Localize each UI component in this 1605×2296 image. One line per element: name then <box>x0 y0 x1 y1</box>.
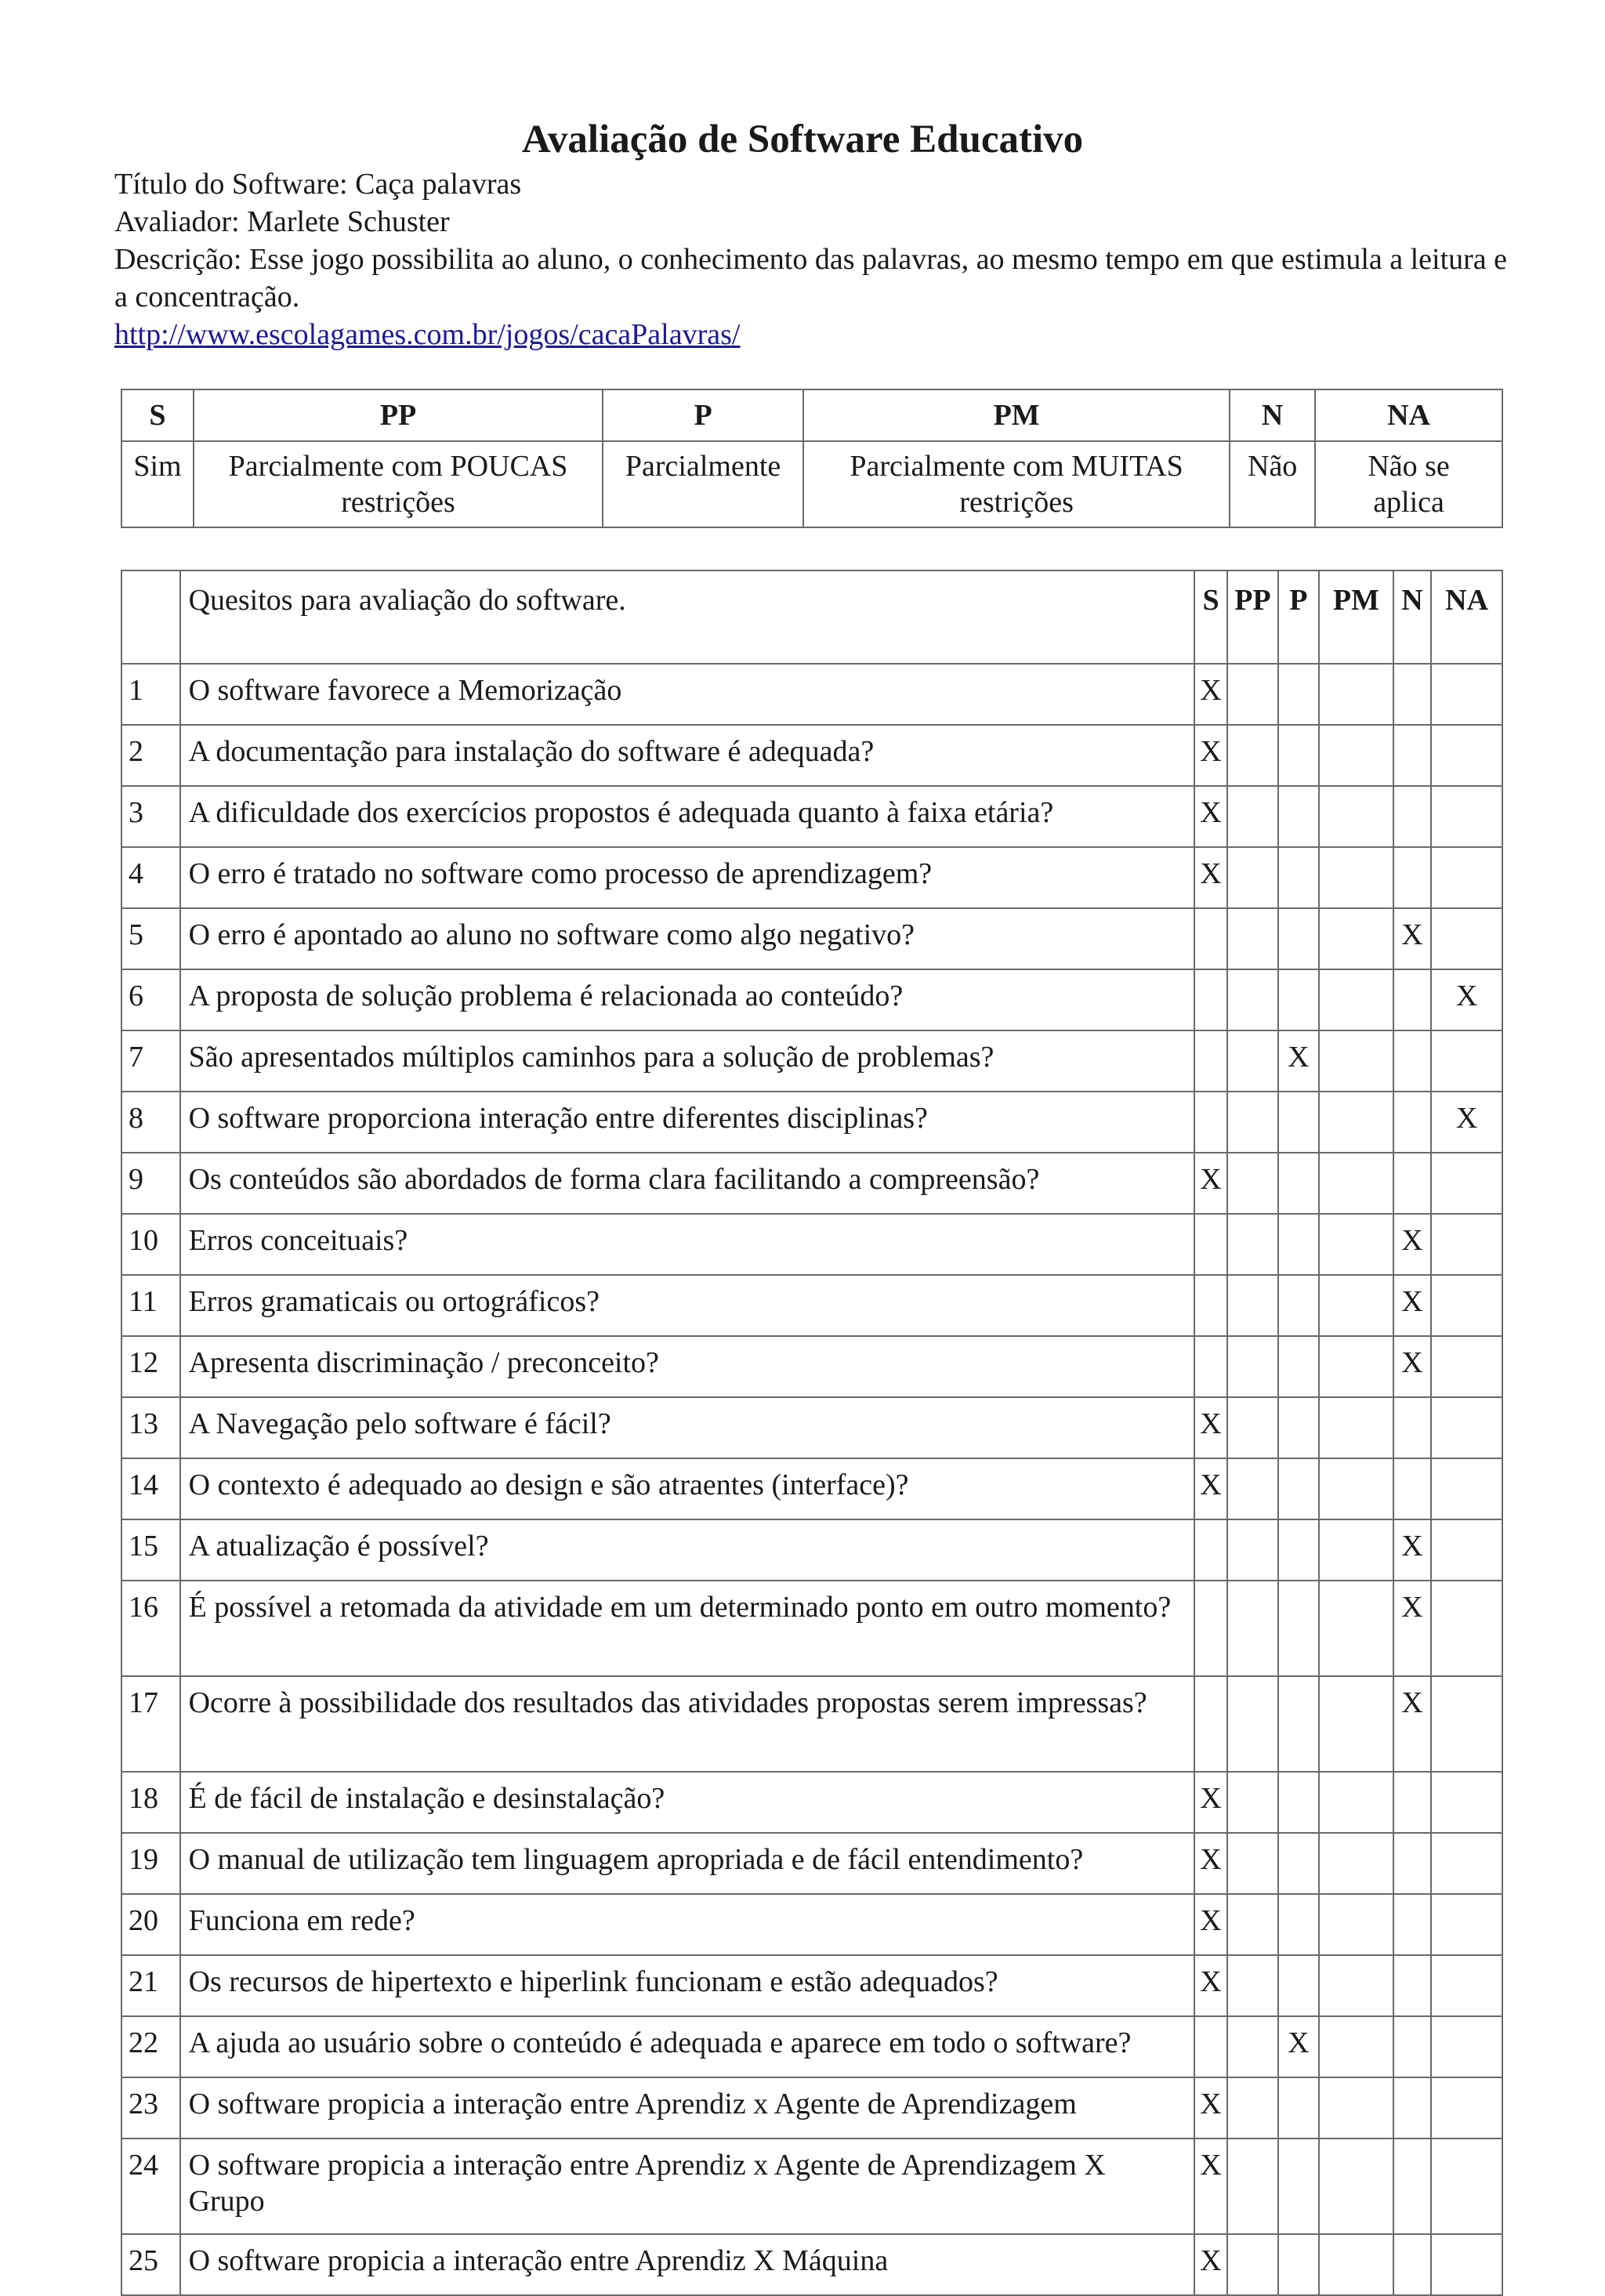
rating-header-pm: PM <box>1319 570 1393 664</box>
rating-cell-s: X <box>1194 1397 1227 1458</box>
rating-cell-pm <box>1319 1676 1393 1772</box>
rating-cell-pm <box>1319 1894 1393 1955</box>
rating-cell-pm <box>1319 1833 1393 1894</box>
criteria-question: A Navegação pelo software é fácil? <box>180 1397 1194 1458</box>
rating-cell-s: X <box>1194 1772 1227 1833</box>
rating-cell-pp <box>1227 1894 1278 1955</box>
document-meta <box>114 165 1509 353</box>
rating-cell-n <box>1393 969 1431 1030</box>
criteria-row <box>121 1275 1502 1336</box>
rating-cell-s: X <box>1194 664 1227 725</box>
criteria-number: 15 <box>121 1519 180 1581</box>
rating-cell-p <box>1278 1955 1319 2016</box>
criteria-question: A proposta de solução problema é relacionada ao conteúdo? <box>180 969 1194 1030</box>
rating-cell-pm <box>1319 664 1393 725</box>
rating-cell-pm <box>1319 2077 1393 2138</box>
rating-header-s: S <box>1194 570 1227 664</box>
rating-cell-na <box>1431 1275 1502 1336</box>
rating-cell-pm <box>1319 1772 1393 1833</box>
criteria-question: O software propicia a interação entre Aprendiz x Agente de Aprendizagem X Grupo <box>180 2138 1194 2234</box>
rating-cell-p <box>1278 1772 1319 1833</box>
rating-cell-p <box>1278 1397 1319 1458</box>
criteria-question: É de fácil de instalação e desinstalação? <box>180 1772 1194 1833</box>
legend-meaning: Não <box>1230 441 1315 527</box>
rating-cell-pm <box>1319 2016 1393 2077</box>
rating-cell-na <box>1431 1581 1502 1676</box>
rating-header-n: N <box>1393 570 1431 664</box>
rating-cell-s <box>1194 1275 1227 1336</box>
criteria-question: O contexto é adequado ao design e são atraentes (interface)? <box>180 1458 1194 1519</box>
rating-cell-na <box>1431 847 1502 908</box>
criteria-number: 4 <box>121 847 180 908</box>
rating-cell-pp <box>1227 2016 1278 2077</box>
criteria-number: 23 <box>121 2077 180 2138</box>
legend-meaning: Sim <box>121 441 194 527</box>
criteria-row <box>121 1955 1502 2016</box>
rating-cell-pm <box>1319 1397 1393 1458</box>
software-title: Título do Software: Caça palavras <box>114 168 522 201</box>
rating-cell-n: X <box>1393 1676 1431 1772</box>
criteria-question: O software propicia a interação entre Aprendiz x Agente de Aprendizagem <box>180 2077 1194 2138</box>
legend-code: P <box>603 389 803 441</box>
rating-cell-p <box>1278 1676 1319 1772</box>
rating-cell-p <box>1278 1833 1319 1894</box>
rating-cell-p <box>1278 1092 1319 1153</box>
rating-cell-pp <box>1227 1336 1278 1397</box>
criteria-row <box>121 1214 1502 1275</box>
rating-cell-n <box>1393 1153 1431 1214</box>
criteria-row <box>121 847 1502 908</box>
rating-cell-na <box>1431 2077 1502 2138</box>
legend-meanings-row <box>121 441 1502 527</box>
criteria-row <box>121 664 1502 725</box>
rating-cell-n <box>1393 2077 1431 2138</box>
rating-cell-p <box>1278 1153 1319 1214</box>
criteria-header-row <box>121 570 1502 664</box>
rating-cell-pm <box>1319 1581 1393 1676</box>
rating-cell-na <box>1431 1030 1502 1092</box>
rating-cell-n <box>1393 847 1431 908</box>
rating-cell-pm <box>1319 2234 1393 2295</box>
rating-cell-s: X <box>1194 1458 1227 1519</box>
rating-cell-n: X <box>1393 1214 1431 1275</box>
rating-cell-s <box>1194 1581 1227 1676</box>
rating-cell-na <box>1431 2138 1502 2234</box>
rating-cell-pm <box>1319 1092 1393 1153</box>
criteria-question: Erros conceituais? <box>180 1214 1194 1275</box>
rating-cell-p <box>1278 2234 1319 2295</box>
rating-header-na: NA <box>1431 570 1502 664</box>
criteria-number: 16 <box>121 1581 180 1676</box>
criteria-question: Funciona em rede? <box>180 1894 1194 1955</box>
rating-cell-s <box>1194 1030 1227 1092</box>
rating-cell-na <box>1431 1336 1502 1397</box>
rating-header-p: P <box>1278 570 1319 664</box>
rating-cell-pm <box>1319 969 1393 1030</box>
rating-cell-p <box>1278 1519 1319 1581</box>
rating-cell-p <box>1278 1581 1319 1676</box>
rating-cell-pp <box>1227 969 1278 1030</box>
criteria-number: 9 <box>121 1153 180 1214</box>
criteria-row <box>121 1397 1502 1458</box>
rating-cell-p <box>1278 847 1319 908</box>
rating-cell-p: X <box>1278 2016 1319 2077</box>
rating-cell-pm <box>1319 1030 1393 1092</box>
criteria-row <box>121 1676 1502 1772</box>
rating-cell-p <box>1278 2138 1319 2234</box>
rating-cell-pm <box>1319 1519 1393 1581</box>
criteria-row <box>121 1772 1502 1833</box>
rating-cell-p <box>1278 2077 1319 2138</box>
legend-meaning: Parcialmente <box>603 441 803 527</box>
rating-cell-s <box>1194 908 1227 969</box>
criteria-number: 5 <box>121 908 180 969</box>
criteria-number: 18 <box>121 1772 180 1833</box>
rating-cell-n <box>1393 2234 1431 2295</box>
criteria-row <box>121 1336 1502 1397</box>
rating-cell-pm <box>1319 725 1393 786</box>
rating-cell-na <box>1431 725 1502 786</box>
rating-cell-n <box>1393 2016 1431 2077</box>
criteria-header-num <box>121 570 180 664</box>
rating-cell-n <box>1393 1894 1431 1955</box>
rating-cell-n <box>1393 1772 1431 1833</box>
rating-cell-s <box>1194 969 1227 1030</box>
description: Descrição: Esse jogo possibilita ao aluno, o conhecimento das palavras, ao mesmo tempo em que estimula a leitura e a concentração. <box>114 243 1508 313</box>
criteria-number: 7 <box>121 1030 180 1092</box>
criteria-number: 24 <box>121 2138 180 2234</box>
rating-cell-n <box>1393 664 1431 725</box>
criteria-row <box>121 969 1502 1030</box>
rating-cell-na <box>1431 908 1502 969</box>
criteria-number: 14 <box>121 1458 180 1519</box>
rating-cell-pm <box>1319 1458 1393 1519</box>
rating-cell-p <box>1278 1336 1319 1397</box>
criteria-row <box>121 786 1502 847</box>
rating-cell-s <box>1194 1214 1227 1275</box>
rating-cell-n <box>1393 725 1431 786</box>
rating-cell-n: X <box>1393 1519 1431 1581</box>
rating-cell-s: X <box>1194 1894 1227 1955</box>
rating-cell-na <box>1431 2016 1502 2077</box>
rating-cell-pp <box>1227 1955 1278 2016</box>
rating-cell-n <box>1393 1458 1431 1519</box>
rating-cell-pm <box>1319 908 1393 969</box>
rating-cell-pp <box>1227 1214 1278 1275</box>
criteria-table <box>121 570 1503 2296</box>
criteria-question: Apresenta discriminação / preconceito? <box>180 1336 1194 1397</box>
evaluator: Avaliador: Marlete Schuster <box>114 205 450 238</box>
criteria-row <box>121 1092 1502 1153</box>
criteria-number: 3 <box>121 786 180 847</box>
rating-cell-pm <box>1319 1214 1393 1275</box>
rating-cell-s <box>1194 1676 1227 1772</box>
criteria-number: 21 <box>121 1955 180 2016</box>
rating-cell-n: X <box>1393 1581 1431 1676</box>
rating-cell-pm <box>1319 786 1393 847</box>
criteria-number: 12 <box>121 1336 180 1397</box>
rating-cell-pp <box>1227 1833 1278 1894</box>
criteria-number: 6 <box>121 969 180 1030</box>
rating-cell-s: X <box>1194 725 1227 786</box>
rating-cell-p <box>1278 1458 1319 1519</box>
rating-cell-s: X <box>1194 2138 1227 2234</box>
rating-cell-pp <box>1227 725 1278 786</box>
rating-cell-n <box>1393 1955 1431 2016</box>
criteria-question: O manual de utilização tem linguagem apropriada e de fácil entendimento? <box>180 1833 1194 1894</box>
rating-cell-pm <box>1319 847 1393 908</box>
criteria-row <box>121 1030 1502 1092</box>
rating-cell-p <box>1278 1894 1319 1955</box>
rating-header-pp: PP <box>1227 570 1278 664</box>
rating-cell-pp <box>1227 1772 1278 1833</box>
criteria-row <box>121 1833 1502 1894</box>
software-link[interactable]: http://www.escolagames.com.br/jogos/cacaPalavras/ <box>114 318 741 351</box>
rating-cell-pp <box>1227 1581 1278 1676</box>
criteria-question: São apresentados múltiplos caminhos para a solução de problemas? <box>180 1030 1194 1092</box>
rating-cell-pp <box>1227 2077 1278 2138</box>
rating-cell-p <box>1278 1275 1319 1336</box>
rating-cell-pp <box>1227 664 1278 725</box>
rating-cell-pp <box>1227 1519 1278 1581</box>
rating-cell-p <box>1278 786 1319 847</box>
criteria-row <box>121 1458 1502 1519</box>
criteria-number: 10 <box>121 1214 180 1275</box>
rating-cell-pp <box>1227 1676 1278 1772</box>
criteria-row <box>121 2016 1502 2077</box>
legend-code: N <box>1230 389 1315 441</box>
rating-cell-na <box>1431 1519 1502 1581</box>
criteria-question: A atualização é possível? <box>180 1519 1194 1581</box>
rating-cell-s <box>1194 1519 1227 1581</box>
rating-cell-pp <box>1227 2234 1278 2295</box>
rating-cell-s <box>1194 1092 1227 1153</box>
rating-cell-p <box>1278 725 1319 786</box>
rating-cell-n <box>1393 1833 1431 1894</box>
criteria-number: 11 <box>121 1275 180 1336</box>
rating-cell-p <box>1278 1214 1319 1275</box>
rating-cell-n: X <box>1393 1336 1431 1397</box>
rating-cell-n <box>1393 1030 1431 1092</box>
criteria-row <box>121 1894 1502 1955</box>
legend-codes-row <box>121 389 1502 441</box>
rating-cell-na <box>1431 1772 1502 1833</box>
criteria-number: 20 <box>121 1894 180 1955</box>
criteria-question: A ajuda ao usuário sobre o conteúdo é adequada e aparece em todo o software? <box>180 2016 1194 2077</box>
criteria-number: 8 <box>121 1092 180 1153</box>
rating-cell-na <box>1431 1894 1502 1955</box>
criteria-question: Ocorre à possibilidade dos resultados das atividades propostas serem impressas? <box>180 1676 1194 1772</box>
criteria-question: O erro é apontado ao aluno no software como algo negativo? <box>180 908 1194 969</box>
rating-cell-n: X <box>1393 1275 1431 1336</box>
rating-cell-s: X <box>1194 2077 1227 2138</box>
criteria-question: É possível a retomada da atividade em um determinado ponto em outro momento? <box>180 1581 1194 1676</box>
rating-cell-n <box>1393 1397 1431 1458</box>
criteria-question: A documentação para instalação do software é adequada? <box>180 725 1194 786</box>
rating-cell-pp <box>1227 1397 1278 1458</box>
rating-cell-p <box>1278 664 1319 725</box>
rating-cell-p: X <box>1278 1030 1319 1092</box>
criteria-number: 25 <box>121 2234 180 2295</box>
criteria-row <box>121 1153 1502 1214</box>
rating-cell-s <box>1194 1336 1227 1397</box>
criteria-number: 13 <box>121 1397 180 1458</box>
rating-cell-pm <box>1319 1153 1393 1214</box>
document-title: Avaliação de Software Educativo <box>521 118 1084 161</box>
rating-cell-pp <box>1227 1275 1278 1336</box>
rating-cell-p <box>1278 908 1319 969</box>
legend-code: NA <box>1315 389 1502 441</box>
rating-cell-pp <box>1227 847 1278 908</box>
rating-cell-na <box>1431 1153 1502 1214</box>
rating-cell-s: X <box>1194 1955 1227 2016</box>
rating-cell-na <box>1431 1458 1502 1519</box>
rating-cell-s: X <box>1194 847 1227 908</box>
criteria-row <box>121 2077 1502 2138</box>
rating-cell-pp <box>1227 908 1278 969</box>
rating-cell-pp <box>1227 1092 1278 1153</box>
rating-cell-n <box>1393 786 1431 847</box>
rating-cell-na <box>1431 1676 1502 1772</box>
rating-cell-s: X <box>1194 2234 1227 2295</box>
criteria-question: Erros gramaticais ou ortográficos? <box>180 1275 1194 1336</box>
rating-cell-na <box>1431 786 1502 847</box>
criteria-header-title: Quesitos para avaliação do software. <box>180 570 1194 664</box>
rating-cell-pm <box>1319 1955 1393 2016</box>
rating-cell-s: X <box>1194 1153 1227 1214</box>
rating-cell-na <box>1431 1397 1502 1458</box>
rating-cell-na <box>1431 664 1502 725</box>
criteria-question: O software proporciona interação entre diferentes disciplinas? <box>180 1092 1194 1153</box>
criteria-number: 1 <box>121 664 180 725</box>
criteria-question: O software favorece a Memorização <box>180 664 1194 725</box>
criteria-number: 17 <box>121 1676 180 1772</box>
rating-cell-na <box>1431 2234 1502 2295</box>
legend-meaning: Parcialmente com POUCAS restrições <box>194 441 603 527</box>
criteria-row <box>121 1581 1502 1676</box>
rating-cell-p <box>1278 969 1319 1030</box>
rating-cell-pm <box>1319 1275 1393 1336</box>
legend-code: PP <box>194 389 603 441</box>
rating-cell-s <box>1194 2016 1227 2077</box>
rating-cell-na <box>1431 1833 1502 1894</box>
legend-code: S <box>121 389 194 441</box>
rating-cell-na <box>1431 1955 1502 2016</box>
criteria-number: 22 <box>121 2016 180 2077</box>
criteria-row <box>121 908 1502 969</box>
legend-meaning: Parcialmente com MUITAS restrições <box>803 441 1230 527</box>
criteria-row <box>121 1519 1502 1581</box>
rating-cell-pp <box>1227 2138 1278 2234</box>
rating-cell-pm <box>1319 2138 1393 2234</box>
rating-cell-s: X <box>1194 786 1227 847</box>
criteria-question: Os conteúdos são abordados de forma clara facilitando a compreensão? <box>180 1153 1194 1214</box>
rating-cell-n <box>1393 2138 1431 2234</box>
criteria-row <box>121 2234 1502 2295</box>
legend-table <box>121 389 1503 528</box>
rating-cell-na: X <box>1431 969 1502 1030</box>
legend-code: PM <box>803 389 1230 441</box>
criteria-question: O software propicia a interação entre Aprendiz X Máquina <box>180 2234 1194 2295</box>
criteria-question: Os recursos de hipertexto e hiperlink funcionam e estão adequados? <box>180 1955 1194 2016</box>
rating-cell-pp <box>1227 1030 1278 1092</box>
criteria-row <box>121 2138 1502 2234</box>
rating-cell-pp <box>1227 786 1278 847</box>
legend-meaning: Não se aplica <box>1315 441 1502 527</box>
criteria-number: 19 <box>121 1833 180 1894</box>
rating-cell-na: X <box>1431 1092 1502 1153</box>
rating-cell-pp <box>1227 1153 1278 1214</box>
rating-cell-n: X <box>1393 908 1431 969</box>
rating-cell-pm <box>1319 1336 1393 1397</box>
rating-cell-na <box>1431 1214 1502 1275</box>
criteria-question: O erro é tratado no software como processo de aprendizagem? <box>180 847 1194 908</box>
rating-cell-s: X <box>1194 1833 1227 1894</box>
criteria-number: 2 <box>121 725 180 786</box>
criteria-question: A dificuldade dos exercícios propostos é adequada quanto à faixa etária? <box>180 786 1194 847</box>
criteria-row <box>121 725 1502 786</box>
rating-cell-pp <box>1227 1458 1278 1519</box>
rating-cell-n <box>1393 1092 1431 1153</box>
